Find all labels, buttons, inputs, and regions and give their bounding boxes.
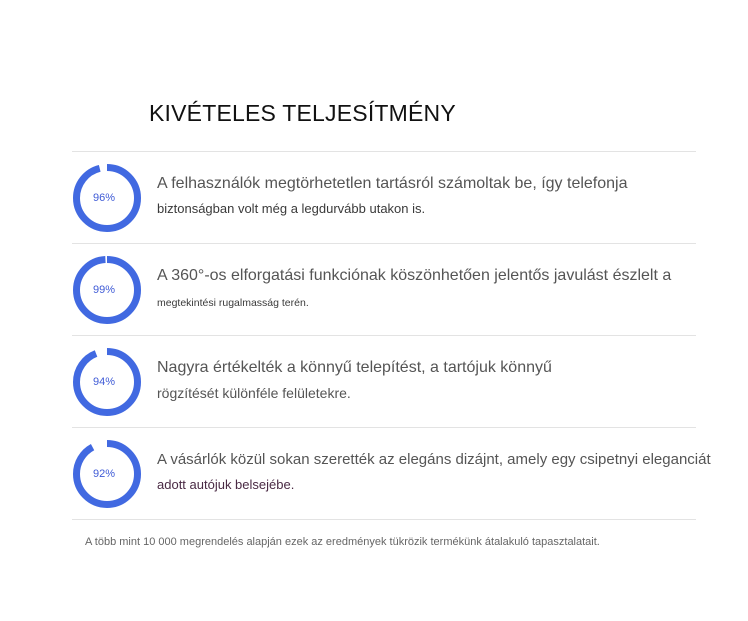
percent-label: 92%	[92, 468, 116, 480]
divider	[72, 519, 696, 520]
stat-row	[72, 428, 711, 519]
percent-label: 94%	[92, 376, 116, 388]
footer-note: A több mint 10 000 megrendelés alapján ezek az eredmények tükrözik termékünk átalakuló tapasztalatait.	[85, 536, 600, 548]
stat-headline: Nagyra értékelték a könnyű telepítést, a tartójuk könnyű	[157, 359, 552, 376]
percent-label: 96%	[92, 192, 116, 204]
page-title: KIVÉTELES TELJESÍTMÉNY	[149, 100, 456, 126]
stat-row	[72, 244, 696, 335]
stat-row	[72, 336, 696, 427]
stat-detail: biztonságban volt még a legdurvább utakon is.	[157, 201, 426, 216]
stat-row	[72, 152, 696, 243]
stats-list	[72, 151, 711, 520]
stat-detail: rögzítését különféle felületekre.	[157, 385, 351, 401]
stat-headline: A vásárlók közül sokan szerették az elegáns dizájnt, amely egy csipetnyi eleganciát	[157, 451, 711, 468]
progress-ring	[72, 347, 142, 417]
progress-ring	[72, 163, 142, 233]
percent-label: 99%	[92, 284, 116, 296]
progress-ring	[72, 255, 142, 325]
stat-detail: adott autójuk belsejébe.	[157, 477, 295, 492]
stat-headline: A 360°-os elforgatási funkciónak köszönhetően jelentős javulást észlelt a	[157, 267, 672, 284]
stat-headline: A felhasználók megtörhetetlen tartásról számoltak be, így telefonja	[157, 175, 628, 192]
stat-detail: megtekintési rugalmasság terén.	[157, 297, 309, 309]
progress-ring	[72, 439, 142, 509]
